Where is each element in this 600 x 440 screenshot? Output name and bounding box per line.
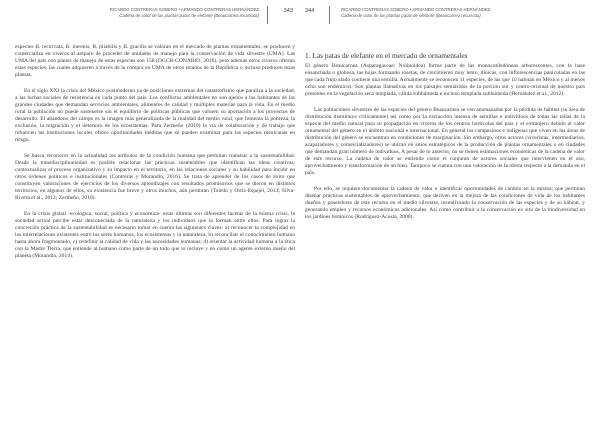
paragraph: Las poblaciones silvestres de las especies del género Beaucarnea se ven amenazadas por la pérdida de hábitat (su área de distribución disminuye críticamente) así como por la extracción intensa de semillas e individuos de todas las tallas de la especie del medio natural para su propagación en viveros de los centros hortícolas del país y el extranjero debido al valor ornamental del género en el ámbito nacional e internacional. En general los campesinos e indígenas que viven en las áreas de distribución del género se encuentran en condiciones de marginación. Sin embargo, otros actores (viveristas, intermediarios, acaparadores y comercializadores) se ubican en sitios estratégicos de la producción de plantas ornamentales o en ciudades que demandan gran número de individuos. A pesar de lo anterior, no se tienen estimaciones económicas de la cadena de valor de este recurso. La cadena de valor se entiende como el conjunto de actores sociales que intervienen en el uso, aprovechamiento y transformación de un bien. Tampoco se cuenta con una valoración de la oferta respecto a la demanda en el país. (305, 106, 585, 177)
header-subtitle-left: Cadena de valor de las plantas patas de elefante (Beaucarnea recurvata) (119, 12, 259, 18)
header-text-left (110, 7, 259, 18)
running-header-right (305, 6, 585, 28)
header-divider-left (267, 6, 268, 24)
paragraph: En el siglo XXI la crisis del México postmoderno ya de posiciones extremas del catastrofismo que paraliza a la sociedad, a las luchas sociales de resistencia en cada punto del país. Los conflictos ambientales no son ajenos a los habitantes de las grandes ciudades que demandan servicios ambientales, alimentos de calidad y múltiples materias para la vida. En el medio rural la población no puede sostenerse sin el equilibrio de políticas públicas que valoren su aportación a los proyectos de desarrollo. El abandono del campo es la imagen más generalizada de la realidad del medio rural, que fomenta la pobreza, la exclusión, la migración y el deterioro de los ecosistemas. Para Zermeño (2010) la vía de colaboración y de trabajo que refuercen las instituciones locales ofrece oportunidades inéditas que se pueden examinar para las especies mexicanas en riesgo. (15, 87, 295, 144)
header-authors-left: RICARDO CONTRERAS SOBERO • ARMANDO CONTRERAS HERNÁNDEZ (109, 7, 259, 12)
running-header-left (15, 6, 295, 28)
header-text-right (341, 7, 490, 18)
paragraph: En la crisis global -ecológica, social, política y económica- estas últimas son diferentes facetas de la misma crisis, la sociedad actual percibe estar desconectada de la naturaleza y los individuos que la forman entre ellos. Para lograr la concreción práctica de la sustentabilidad es necesario tomar en cuenta las siguientes claves: a) reconocer la complejidad en las interrelaciones existentes entre los seres humanos, los ecosistemas y la naturaleza, b) reconciliar el conocimiento humano hasta ahora fragmentado, c) redefinir la calidad de vida y las necesidades humanas; d) orientar la actividad humana a la ética con la Madre Tierra, que entiende al humano como parte de un todo que lo incluye y no como un agente externo dueño del planeta (Morandín, 2014). (15, 210, 295, 260)
paragraph: especies B. recurvata, B. inermis, B. pliabilis y B. gracilis se valoran en el mercado de plantas ornamentales, se producen y comercializa en viveros al amparo de proceder de unidades de manejo para la conservación de vida silvestre (UMA). Las UMA del país con planes de manejo de estas especies son 158 (DGCB-CONABIO, 2016), pero además otros viveros ofertan estas especies, las cuales adquieren a través de la compra en UMA de otros estados de la República o incluso producen estas plantas. (15, 44, 295, 79)
right-page-body (305, 63, 585, 221)
paragraph: Se busca reconocer en la actualidad los atributos de la condición humana que permitan transitar a la sustentabilidad. Desde la transdisciplinariedad es posible relacionar las prácticas sustentables que identifican las ideas creativas, contextualizar el proceso organizativo y su impacto en el territorio, en las relaciones sociales y su habilidad para incidir en otros órdenes políticos e institucionales (Contreras y Morandín, 2016). Se trata de aprender de los casos de éxito que constituyen valoraciones de ejercicios de los diversos aprendizajes con resultados promisorios que se dieron en distintos territorios, en algunos de ellos, su existencia fue breve y otros muchos, aún perduran (Toledo y Ortiz-Espejel, 2014; Silva-Rivera et al., 2012; Zermeño, 2010). (15, 152, 295, 202)
paragraph: Por ello, se requiere documentar la cadena de valor e identificar oportunidades de cambio en la misma; que permitan diseñar prácticas sustentables de aprovechamiento, que deriven en la mejora de las condiciones de vida de los habitantes dueños y poseedores de este recurso en el medio silvestre, incentivando la conservación de las especies y de su hábitat, y generando empleo y recursos económicos adicionales. Así como contribuir a la conservación ex situ de la biodiversidad en los jardines botánicos (Rodríguez-Acosta, 2000). (305, 185, 585, 221)
header-subtitle-right: Cadena de valor de las plantas patas de elefante (Beaucarnea recurvata) (341, 12, 481, 18)
paragraph: El género Beaucarnea (Asparagaceae: Nolinoidea) forma parte de las monocotiledóneas arborescentes, con la base ensanchada o globosa, las hojas formando rosetas, de crecimiento muy lento, dioicas, con inflorescencias paniculadas en las que cada fruto alado contiene una semilla. Actualmente se reconocen 11 especies, de las que 10 habitan en México y al menos ocho son endémicos. Son plantas llamativas en los paisajes semiáridos de la porción sur y centro-oriental de nuestro país presentes en la vegetación seca templada, cálida subhúmeda e incluso templada subhúmeda (Hernández et al., 2012). (305, 63, 585, 98)
page-number-left: 343 (283, 8, 293, 14)
section-title: 1. Las patas de elefante en el mercado de ornamentales (305, 51, 468, 61)
page-number-right: 344 (305, 8, 315, 14)
header-authors-right: RICARDO CONTRERAS SOBERO • ARMANDO CONTRERAS HERNÁNDEZ (341, 7, 491, 12)
header-divider-right (329, 6, 330, 24)
left-page-body (15, 44, 295, 260)
left-page (15, 0, 295, 440)
right-page (305, 0, 585, 440)
